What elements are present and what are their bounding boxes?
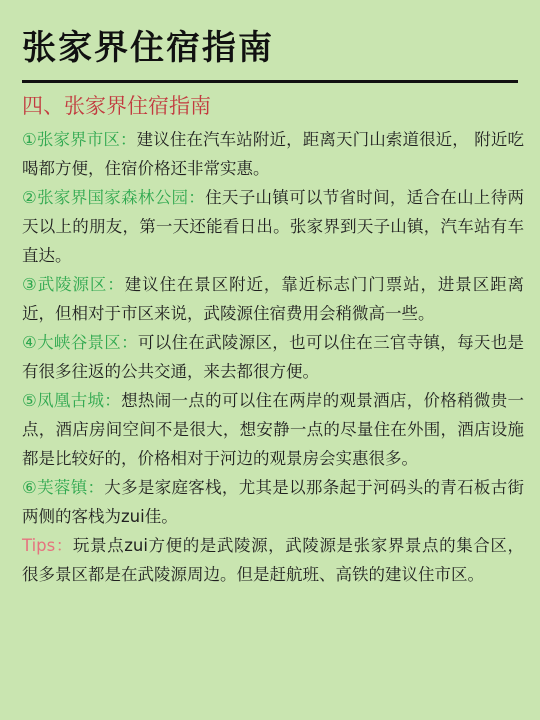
- item-paragraph-4: [22, 328, 524, 386]
- item-paragraph-5: [22, 386, 524, 473]
- item-label-3: ③武陵源区：: [22, 275, 125, 294]
- title-divider: [22, 80, 518, 83]
- item-text-6: 大多是家庭客栈，尤其是以那条起于河码头的青石板古街两侧的客栈为zui佳。: [22, 478, 524, 526]
- tips-label: Tips：: [22, 536, 73, 555]
- item-text-3: 建议住在景区附近，靠近标志门门票站，进景区距离近，但相对于市区来说，武陵源住宿费用会稍微高一些。: [22, 275, 525, 323]
- item-label-5: ⑤凤凰古城：: [22, 391, 122, 410]
- item-paragraph-3: [22, 270, 524, 328]
- item-text-2: 住天子山镇可以节省时间，适合在山上待两天以上的朋友，第一天还能看日出。张家界到天子山镇，汽车站有车直达。: [22, 188, 524, 265]
- section-heading: 四、张家界住宿指南: [22, 94, 211, 118]
- item-label-6: ⑥芙蓉镇：: [22, 478, 105, 497]
- item-label-1: ①张家界市区：: [22, 130, 137, 149]
- item-label-2: ②张家界国家森林公园：: [22, 188, 206, 207]
- tips-text: 玩景点zui方便的是武陵源，武陵源是张家界景点的集合区，很多景区都是在武陵源周边。但是赶航班、高铁的建议住市区。: [22, 536, 524, 584]
- item-label-4: ④大峡谷景区：: [22, 333, 138, 352]
- page-title: 张家界住宿指南: [22, 28, 274, 68]
- item-paragraph-1: [22, 125, 524, 183]
- item-text-5: 想热闹一点的可以住在两岸的观景酒店，价格稍微贵一点，酒店房间空间不是很大，想安静一点的尽量住在外围，酒店设施都是比较好的，价格相对于河边的观景房会实惠很多。: [22, 391, 524, 468]
- item-paragraph-2: [22, 183, 524, 270]
- tips-paragraph: [22, 531, 524, 589]
- item-text-1: 建议住在汽车站附近，距离天门山索道很近， 附近吃喝都方便，住宿价格还非常实惠。: [22, 130, 525, 178]
- item-paragraph-6: [22, 473, 524, 531]
- item-text-4: 可以住在武陵源区，也可以住在三官寺镇，每天也是有很多往返的公共交通，来去都很方便。: [22, 333, 525, 381]
